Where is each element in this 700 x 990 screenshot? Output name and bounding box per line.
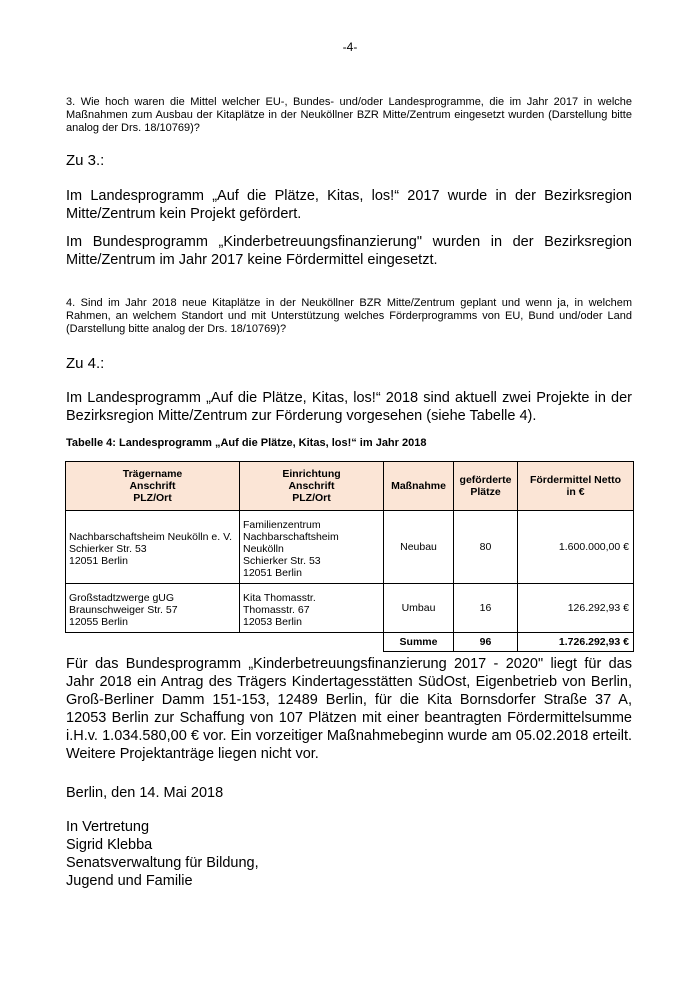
cell-foerdermittel: 126.292,93 € — [518, 584, 634, 633]
funding-table — [65, 461, 634, 652]
sum-foerdermittel: 1.726.292,93 € — [518, 633, 634, 652]
sum-empty-cell — [66, 633, 240, 652]
table-sum-row — [66, 633, 634, 652]
cell-traeger: Nachbarschaftsheim Neukölln e. V. Schierker Str. 53 12051 Berlin — [66, 511, 240, 584]
page-number: -4- — [342, 40, 358, 54]
sum-label: Summe — [384, 633, 454, 652]
signature-line-2: Sigrid Klebba — [66, 837, 153, 853]
signature-line-1: In Vertretung — [66, 819, 150, 835]
question-4: 4. Sind im Jahr 2018 neue Kitaplätze in der Neuköllner BZR Mitte/Zentrum geplant und wenn ja, in welchem Rahmen, an welchem Standort und mit Unterstützung welches Förderprogramms von EU, Bund und/oder Land (Darstellung bitte analog der Drs. 18/10769)? — [66, 297, 632, 335]
signature-line-4: Jugend und Familie — [66, 873, 193, 889]
answer-4-paragraph-2: Für das Bundesprogramm „Kinderbetreuungsfinanzierung 2017 - 2020" liegt für das Jahr 2018 ein Antrag des Trägers Kindertagesstätten SüdOst, Eigenbetrieb von Berlin, Groß-Berliner Damm 151-153, 12489 Berlin, für die Kita Bornsdorfer Straße 37 A, 12053 Berlin zur Schaffung von 107 Plätzen mit einer beantragten Fördermittelsumme i.H.v. 1.034.580,00 € vor. Ein vorzeitiger Maßnahmebeginn wurde am 05.02.2018 erteilt. Weitere Projektanträge liegen nicht vor. — [66, 656, 632, 762]
date-line: Berlin, den 14. Mai 2018 — [66, 785, 224, 801]
table-caption: Tabelle 4: Landesprogramm „Auf die Plätze, Kitas, los!“ im Jahr 2018 — [66, 437, 427, 449]
header-massnahme: Maßnahme — [384, 462, 454, 511]
answer-3-paragraph-1: Im Landesprogramm „Auf die Plätze, Kitas, los!“ 2017 wurde in der Bezirksregion Mitte/Zentrum kein Projekt gefördert. — [66, 188, 632, 222]
table-row — [66, 584, 634, 633]
table-row — [66, 511, 634, 584]
cell-massnahme: Neubau — [384, 511, 454, 584]
header-einrichtung: Einrichtung Anschrift PLZ/Ort — [240, 462, 384, 511]
cell-einrichtung: Familienzentrum Nachbarschaftsheim Neukölln Schierker Str. 53 12051 Berlin — [240, 511, 384, 584]
answer-3-heading: Zu 3.: — [66, 152, 105, 169]
cell-massnahme: Umbau — [384, 584, 454, 633]
header-foerdermittel: Fördermittel Netto in € — [518, 462, 634, 511]
cell-traeger: Großstadtzwerge gUG Braunschweiger Str. 57 12055 Berlin — [66, 584, 240, 633]
answer-3-paragraph-2: Im Bundesprogramm „Kinderbetreuungsfinanzierung" wurden in der Bezirksregion Mitte/Zentrum im Jahr 2017 keine Fördermittel eingesetzt. — [66, 234, 632, 268]
cell-foerdermittel: 1.600.000,00 € — [518, 511, 634, 584]
answer-4-paragraph-1: Im Landesprogramm „Auf die Plätze, Kitas, los!“ 2018 sind aktuell zwei Projekte in der Bezirksregion Mitte/Zentrum zur Förderung vorgesehen (siehe Tabelle 4). — [66, 390, 632, 424]
sum-plaetze: 96 — [454, 633, 518, 652]
cell-einrichtung: Kita Thomasstr. Thomasstr. 67 12053 Berlin — [240, 584, 384, 633]
header-traeger: Trägername Anschrift PLZ/Ort — [66, 462, 240, 511]
sum-empty-cell — [240, 633, 384, 652]
signature-block — [66, 818, 632, 890]
table-header-row — [66, 462, 634, 511]
header-plaetze: geförderte Plätze — [454, 462, 518, 511]
answer-4-heading: Zu 4.: — [66, 355, 105, 372]
signature-line-3: Senatsverwaltung für Bildung, — [66, 855, 259, 871]
cell-plaetze: 16 — [454, 584, 518, 633]
cell-plaetze: 80 — [454, 511, 518, 584]
question-3: 3. Wie hoch waren die Mittel welcher EU-, Bundes- und/oder Landesprogramme, die im Jahr 2017 in welche Maßnahmen zum Ausbau der Kitaplätze in der Neuköllner BZR Mitte/Zentrum eingesetzt wurden (Darstellung bitte analog der Drs. 18/10769)? — [66, 96, 632, 134]
